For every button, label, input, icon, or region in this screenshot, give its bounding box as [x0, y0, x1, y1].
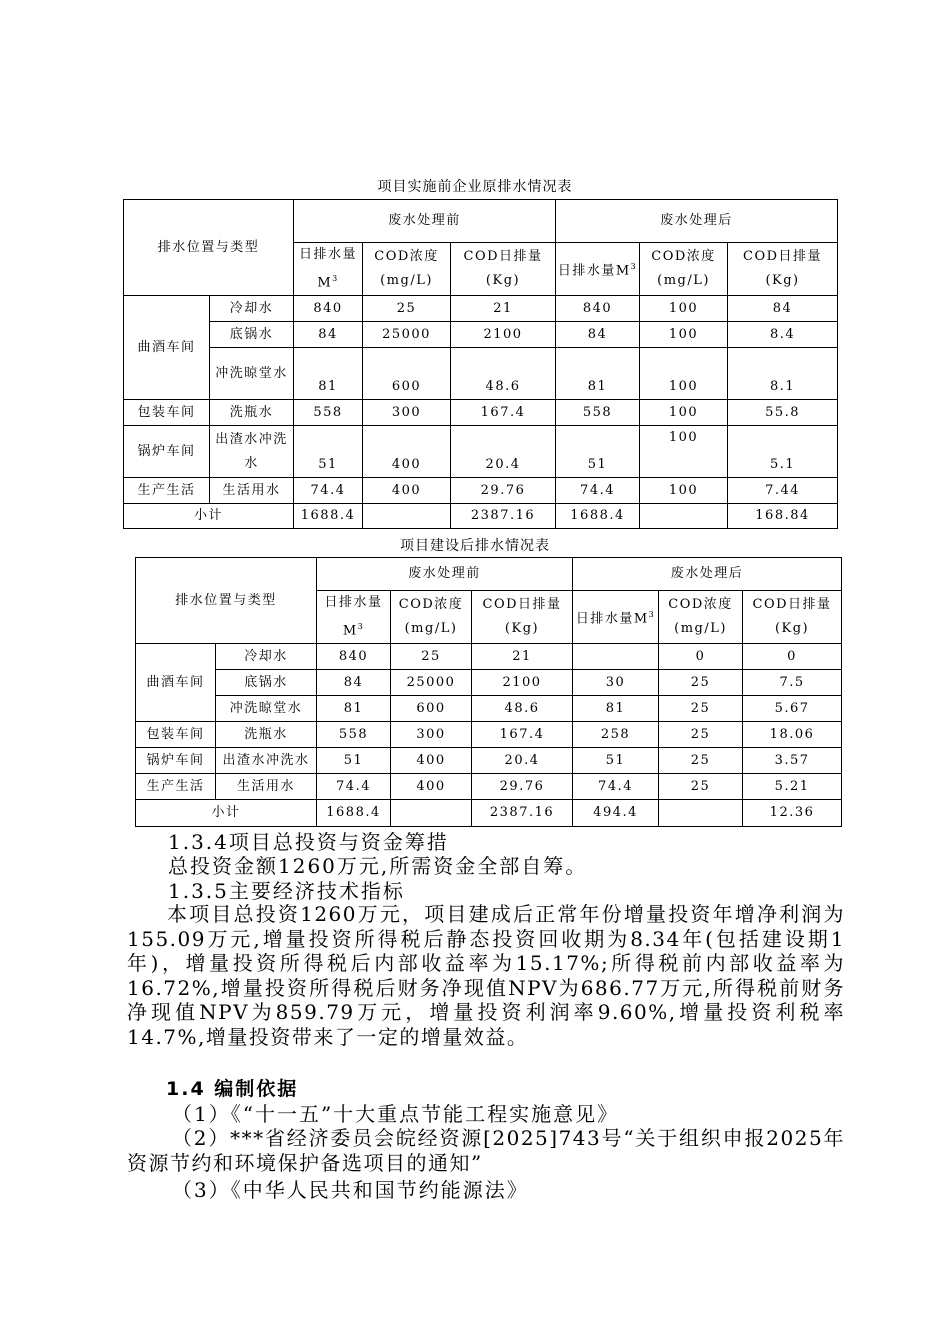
value-cell: 8.1 [728, 348, 838, 400]
value-cell: 51 [573, 748, 659, 774]
header-cod-amount-before: COD日排量(Kg) [451, 243, 556, 296]
value-cell: 55.8 [728, 400, 838, 426]
value-cell: 400 [391, 774, 472, 800]
value-cell: 25 [391, 644, 472, 670]
value-cell [659, 800, 743, 827]
value-cell: 21 [472, 644, 573, 670]
value-cell: 20.4 [451, 426, 556, 478]
header-cod-concentration-before: COD浓度(mg/L) [363, 243, 451, 296]
header-daily-discharge-before: 日排水量$M^3$ [294, 243, 363, 296]
value-cell: 400 [391, 748, 472, 774]
value-cell: 29.76 [472, 774, 573, 800]
value-cell: 7.5 [743, 670, 842, 696]
type-cell: 出渣水冲洗水 [210, 426, 294, 478]
table-row [136, 644, 842, 670]
total-label: 小计 [124, 504, 294, 529]
value-cell: 400 [363, 426, 451, 478]
header-position-type: 排水位置与类型 [136, 558, 317, 644]
paragraph-economic-indicators: 本项目总投资1260万元，项目建成后正常年份增量投资年增净利润为155.09万元,增量投资所得税后静态投资回收期为8.34年(包括建设期1年)，增量投资所得税后内部收益率为15.17%;所得税前内部收益率为16.72%,增量投资所得税后财务净现值NPV为686.77万元,所得税前财务净现值NPV为859.79万元，增量投资利润率9.60%,增量投资利税率14.7%,增量投资带来了一定的增量效益。 [127, 902, 845, 1049]
value-cell: 0 [743, 644, 842, 670]
value-cell: 74.4 [317, 774, 391, 800]
header-position-type: 排水位置与类型 [124, 200, 294, 296]
value-cell: 5.67 [743, 696, 842, 722]
value-cell: 558 [294, 400, 363, 426]
table-row [124, 400, 838, 426]
value-cell: 100 [640, 400, 728, 426]
type-cell: 生活用水 [210, 478, 294, 504]
value-cell: 30 [573, 670, 659, 696]
value-cell: 5.21 [743, 774, 842, 800]
value-cell: 167.4 [472, 722, 573, 748]
value-cell: 74.4 [294, 478, 363, 504]
value-cell: 300 [391, 722, 472, 748]
section-heading-1-3-5: 1.3.5主要经济技术指标 [168, 879, 405, 903]
header-daily-discharge-after: 日排水量$M^3$ [556, 243, 640, 296]
value-cell: 258 [573, 722, 659, 748]
value-cell: 600 [391, 696, 472, 722]
type-cell: 冲洗晾堂水 [216, 696, 317, 722]
value-cell: 84 [728, 296, 838, 322]
table-row [124, 478, 838, 504]
table1-caption: 项目实施前企业原排水情况表 [377, 179, 573, 195]
paragraph-investment: 总投资金额1260万元,所需资金全部自筹。 [168, 854, 588, 878]
value-cell: 1688.4 [294, 504, 363, 529]
total-label: 小计 [136, 800, 317, 827]
value-cell: 25 [659, 722, 743, 748]
type-cell: 冷却水 [210, 296, 294, 322]
value-cell: 400 [363, 478, 451, 504]
table1-pre-project-drainage [123, 199, 838, 529]
type-cell: 底锅水 [210, 322, 294, 348]
table2-post-project-drainage [135, 557, 842, 827]
type-cell: 洗瓶水 [210, 400, 294, 426]
value-cell: 167.4 [451, 400, 556, 426]
value-cell: 74.4 [556, 478, 640, 504]
value-cell: 81 [294, 348, 363, 400]
value-cell: 51 [317, 748, 391, 774]
value-cell: 8.4 [728, 322, 838, 348]
value-cell: 840 [556, 296, 640, 322]
value-cell: 558 [556, 400, 640, 426]
value-cell: 25000 [391, 670, 472, 696]
workshop-cell: 曲酒车间 [136, 644, 216, 722]
value-cell: 2100 [451, 322, 556, 348]
value-cell: 100 [640, 296, 728, 322]
value-cell: 100 [640, 348, 728, 400]
header-before-treatment: 废水处理前 [294, 200, 556, 243]
table-row [136, 696, 842, 722]
value-cell: 558 [317, 722, 391, 748]
type-cell: 冷却水 [216, 644, 317, 670]
table-row [136, 748, 842, 774]
table-row [136, 774, 842, 800]
value-cell: 51 [294, 426, 363, 478]
header-cod-amount-after: COD日排量(Kg) [743, 591, 842, 644]
header-after-treatment: 废水处理后 [573, 558, 842, 591]
header-after-treatment: 废水处理后 [556, 200, 838, 243]
workshop-cell: 曲酒车间 [124, 296, 210, 400]
type-cell: 底锅水 [216, 670, 317, 696]
value-cell: 18.06 [743, 722, 842, 748]
value-cell: 48.6 [472, 696, 573, 722]
workshop-cell: 生产生活 [124, 478, 210, 504]
value-cell: 100 [640, 478, 728, 504]
value-cell: 84 [294, 322, 363, 348]
value-cell: 81 [556, 348, 640, 400]
workshop-cell: 锅炉车间 [124, 426, 210, 478]
value-cell: 25 [659, 748, 743, 774]
workshop-cell: 锅炉车间 [136, 748, 216, 774]
header-before-treatment: 废水处理前 [317, 558, 573, 591]
value-cell: 29.76 [451, 478, 556, 504]
value-cell [363, 504, 451, 529]
reference-3: （3）《中华人民共和国节约能源法》 [172, 1178, 529, 1202]
value-cell: 84 [317, 670, 391, 696]
table-row [124, 296, 838, 322]
value-cell: 7.44 [728, 478, 838, 504]
value-cell [573, 644, 659, 670]
value-cell: 100 [640, 322, 728, 348]
section-heading-1-4: 1.4 编制依据 [166, 1078, 299, 1100]
workshop-cell: 生产生活 [136, 774, 216, 800]
value-cell: 600 [363, 348, 451, 400]
type-cell: 冲洗晾堂水 [210, 348, 294, 400]
header-cod-amount-before: COD日排量(Kg) [472, 591, 573, 644]
value-cell: 840 [317, 644, 391, 670]
table-row [136, 722, 842, 748]
type-cell: 出渣水冲洗水 [216, 748, 317, 774]
header-cod-concentration-before: COD浓度(mg/L) [391, 591, 472, 644]
value-cell: 25 [659, 774, 743, 800]
value-cell: 74.4 [573, 774, 659, 800]
value-cell: 1688.4 [556, 504, 640, 529]
table-row [136, 670, 842, 696]
value-cell: 51 [556, 426, 640, 478]
header-cod-concentration-after: COD浓度(mg/L) [659, 591, 743, 644]
value-cell: 25 [659, 696, 743, 722]
type-cell: 洗瓶水 [216, 722, 317, 748]
value-cell: 300 [363, 400, 451, 426]
value-cell: 20.4 [472, 748, 573, 774]
value-cell: 12.36 [743, 800, 842, 827]
header-daily-discharge-after: 日排水量$M^3$ [573, 591, 659, 644]
value-cell: 81 [573, 696, 659, 722]
workshop-cell: 包装车间 [124, 400, 210, 426]
header-cod-concentration-after: COD浓度(mg/L) [640, 243, 728, 296]
value-cell: 3.57 [743, 748, 842, 774]
value-cell: 81 [317, 696, 391, 722]
workshop-cell: 包装车间 [136, 722, 216, 748]
value-cell: 494.4 [573, 800, 659, 827]
table-row-total [136, 800, 842, 827]
value-cell: 0 [659, 644, 743, 670]
header-cod-amount-after: COD日排量(Kg) [728, 243, 838, 296]
value-cell: 25000 [363, 322, 451, 348]
value-cell: 840 [294, 296, 363, 322]
reference-2: （2）***省经济委员会皖经资源[2025]743号“关于组织申报2025年资源节约和环境保护备选项目的通知” [127, 1126, 845, 1175]
table2-caption: 项目建设后排水情况表 [400, 538, 550, 554]
value-cell: 2100 [472, 670, 573, 696]
value-cell: 2387.16 [472, 800, 573, 827]
section-heading-1-3-4: 1.3.4项目总投资与资金筹措 [168, 830, 449, 854]
header-daily-discharge-before: 日排水量$M^3$ [317, 591, 391, 644]
value-cell: 48.6 [451, 348, 556, 400]
type-cell: 生活用水 [216, 774, 317, 800]
table-row-total [124, 504, 838, 529]
table-row [124, 322, 838, 348]
value-cell: 25 [659, 670, 743, 696]
table-row [124, 348, 838, 400]
value-cell: 25 [363, 296, 451, 322]
value-cell: 84 [556, 322, 640, 348]
value-cell: 168.84 [728, 504, 838, 529]
value-cell: 100 [640, 426, 728, 478]
table-row [124, 426, 838, 478]
value-cell: 5.1 [728, 426, 838, 478]
value-cell [391, 800, 472, 827]
value-cell: 2387.16 [451, 504, 556, 529]
value-cell [640, 504, 728, 529]
value-cell: 1688.4 [317, 800, 391, 827]
reference-1: （1）《“十一五”十大重点节能工程实施意见》 [172, 1102, 620, 1126]
value-cell: 21 [451, 296, 556, 322]
